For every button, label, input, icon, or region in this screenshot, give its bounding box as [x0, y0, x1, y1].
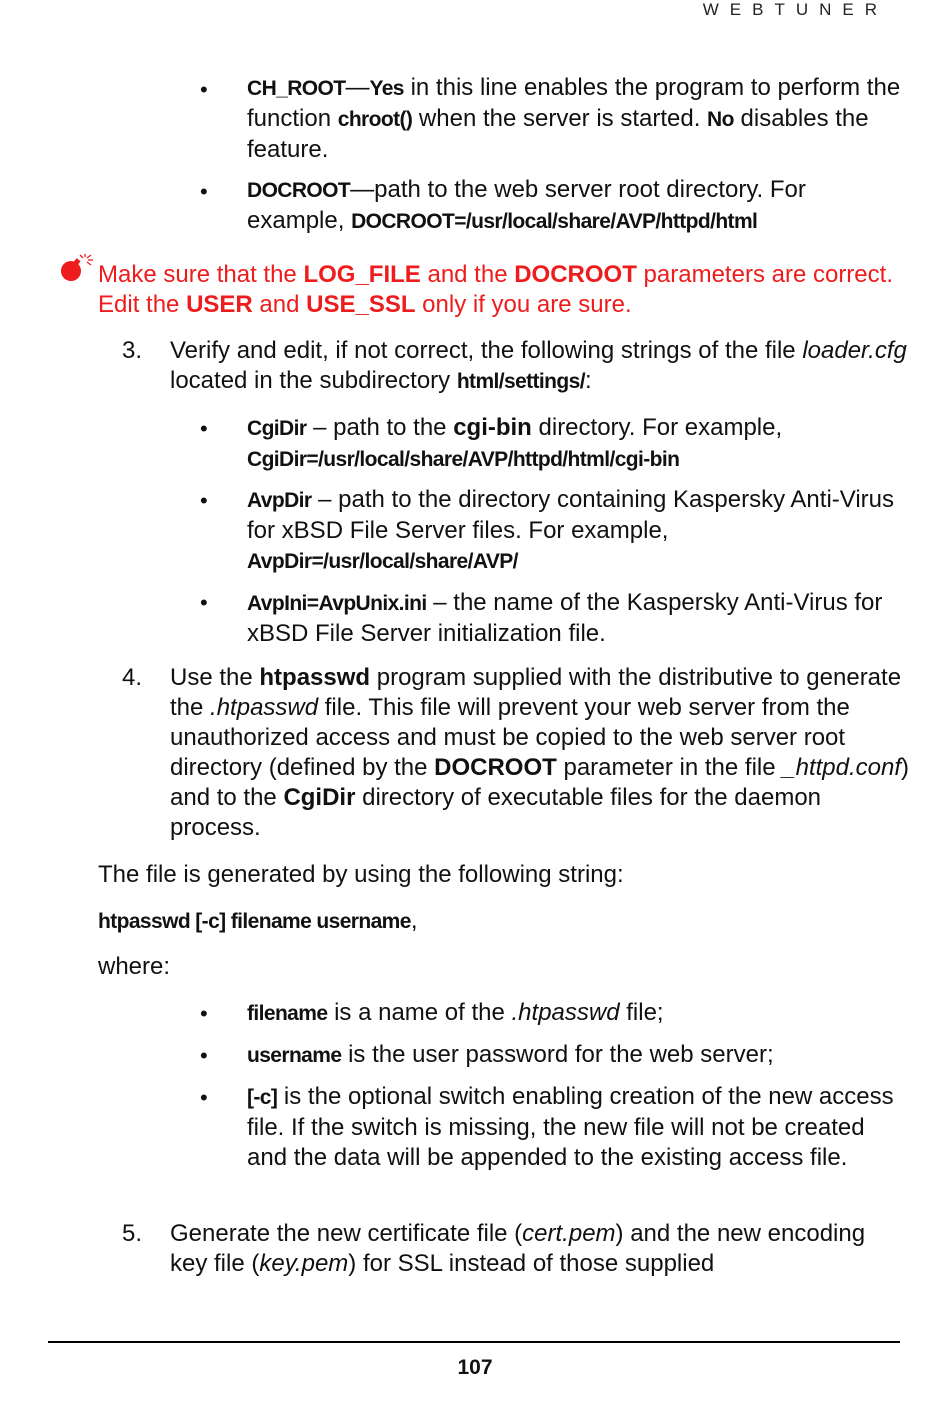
- warning-note: [98, 260, 908, 320]
- text: only if you are sure.: [415, 291, 632, 318]
- term: AvpIni=AvpUnix.ini: [247, 592, 427, 615]
- text: – the name of the Kaspersky Anti-Virus for xBSD File Server initialization file.: [247, 589, 883, 647]
- command-line: [98, 906, 418, 937]
- paragraph: The file is generated by using the following string:: [98, 861, 624, 888]
- text: ) and the new encoding key file (: [170, 1220, 866, 1277]
- sep: —: [345, 74, 370, 101]
- code-example: AvpDir=/usr/local/share/AVP/: [247, 550, 518, 573]
- bullet-docroot: [247, 175, 907, 237]
- text: ,: [410, 907, 418, 934]
- text: ) and to the: [170, 754, 910, 811]
- step-number: 3.: [122, 337, 143, 364]
- bomb-icon: [58, 254, 98, 284]
- bullet-dot: •: [200, 179, 208, 204]
- text: program supplied with the distributive to generate the: [170, 664, 902, 721]
- text: directory. For example,: [531, 414, 783, 441]
- text: when the server is started.: [412, 105, 708, 132]
- text: Generate the new certificate file (: [170, 1220, 523, 1247]
- italic: .htpasswd: [210, 694, 319, 721]
- bullet-avpdir: [247, 485, 907, 577]
- text: is a name of the: [327, 999, 512, 1026]
- step-number: 5.: [122, 1220, 143, 1247]
- text: is the user password for the web server;: [341, 1041, 774, 1068]
- bullet-ch-root: [247, 73, 907, 165]
- term-no: No: [707, 108, 734, 131]
- text: – path to the directory containing Kaspersky Anti-Virus for xBSD File Server files. For example,: [247, 486, 895, 544]
- bullet-c-switch: [247, 1082, 907, 1173]
- text: file;: [619, 999, 664, 1026]
- running-header: WEBTUNER: [702, 0, 888, 19]
- bullet-dot: •: [200, 1085, 208, 1110]
- sep: —: [350, 176, 375, 203]
- footer-rule: [48, 1341, 900, 1343]
- italic: .htpasswd: [511, 999, 620, 1026]
- bold: cgi-bin: [453, 414, 532, 441]
- term: [-c]: [247, 1086, 278, 1109]
- text: directory of executable files for the daemon process.: [170, 784, 822, 841]
- text: parameters are correct. Edit the: [98, 261, 893, 318]
- italic: loader.cfg: [802, 337, 907, 364]
- bullet-username: [247, 1040, 907, 1071]
- text: located in the subdirectory: [170, 367, 457, 394]
- term-chroot: chroot(): [337, 108, 413, 131]
- step-5-text: [170, 1219, 890, 1279]
- bullet-cgidir: [247, 413, 907, 475]
- term-yes: Yes: [369, 77, 404, 100]
- step-4-text: [170, 663, 910, 843]
- bold: USER: [186, 291, 253, 318]
- paragraph-where: where:: [98, 953, 171, 980]
- step-number: 4.: [122, 664, 143, 691]
- bullet-dot: •: [200, 1001, 208, 1026]
- term: CgiDir: [247, 417, 307, 440]
- page-number: 107: [457, 1356, 493, 1379]
- bullet-dot: •: [200, 590, 208, 615]
- text: is the optional switch enabling creation of the new access file. If the switch is missing, the new file will not be created and the data will be appended to the existing access file.: [247, 1083, 894, 1171]
- term: filename: [247, 1002, 328, 1025]
- text: ) for SSL instead of those supplied: [348, 1250, 715, 1277]
- text: in this line enables the program to perform the function: [247, 74, 901, 132]
- text: disables the feature.: [247, 105, 869, 163]
- text: parameter in the file: [556, 754, 783, 781]
- term: DOCROOT: [247, 179, 351, 202]
- text: file. This file will prevent your web server from the unauthorized access and must be copied to the web server root directory (defined by the: [170, 694, 850, 781]
- bold: LOG_FILE: [303, 261, 421, 288]
- bullet-dot: •: [200, 488, 208, 513]
- bullet-filename: [247, 998, 907, 1029]
- italic: cert.pem: [522, 1220, 616, 1247]
- text: Make sure that the: [98, 261, 304, 288]
- code: htpasswd [-c] filename username: [98, 910, 411, 933]
- term: username: [247, 1044, 342, 1067]
- bold: USE_SSL: [306, 291, 416, 318]
- text: path to the web server root directory. For example,: [247, 176, 806, 234]
- bold: htpasswd: [259, 664, 371, 691]
- bold: CgiDir: [283, 784, 356, 811]
- code-example: DOCROOT=/usr/local/share/AVP/httpd/html: [351, 210, 758, 233]
- code-example: CgiDir=/usr/local/share/AVP/httpd/html/cgi-bin: [247, 448, 680, 471]
- bullet-avpini: [247, 588, 907, 649]
- bullet-dot: •: [200, 1043, 208, 1068]
- italic: _httpd.conf: [782, 754, 902, 781]
- text: and the: [420, 261, 515, 288]
- text: Use the: [170, 664, 260, 691]
- bold: DOCROOT: [514, 261, 637, 288]
- term: AvpDir: [247, 489, 312, 512]
- text: – path to the: [306, 414, 454, 441]
- bold: DOCROOT: [434, 754, 557, 781]
- italic: key.pem: [259, 1250, 349, 1277]
- text: Verify and edit, if not correct, the following strings of the file: [170, 337, 803, 364]
- code: html/settings/: [456, 370, 585, 393]
- bullet-dot: •: [200, 77, 208, 102]
- text: :: [584, 367, 592, 394]
- term: CH_ROOT: [247, 77, 346, 100]
- text: and: [252, 291, 307, 318]
- bullet-dot: •: [200, 416, 208, 441]
- step-3-text: [170, 336, 910, 397]
